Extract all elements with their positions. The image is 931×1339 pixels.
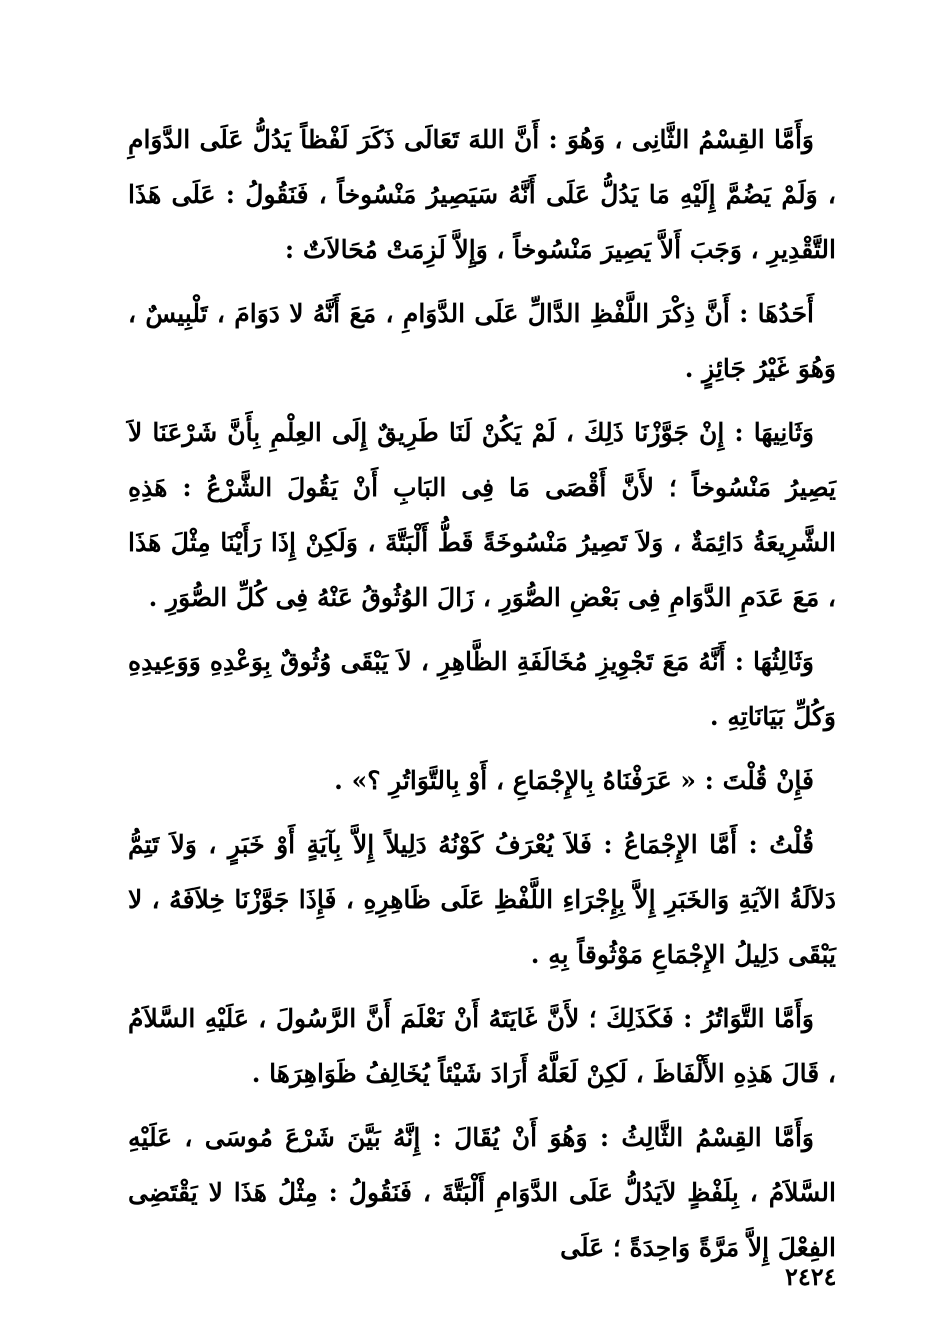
paragraph-text: وَثَالِثُهَا : أَنَّهُ مَعَ تَجْوِيزِ مُخَالَفَةِ الظَّاهِرِ ، لاَ يَبْقَى وُثُوقٌ بِوَعْدِهِ وَوَعِيدِهِ وَكُلِّ بَيَانَاتِهِ . <box>128 647 836 731</box>
paragraph-text: وَأَمَّا القِسْمُ الثَّالِثُ : وَهُوَ أَنْ يُقَالَ : إِنَّهُ بَيَّنَ شَرْعَ مُوسَى ، عَلَيْهِ السَّلاَمُ ، بِلَفْظٍ لاَيَدُلُّ عَلَى الدَّوَامِ أَلْبَتَّةَ ، فَنَقُولُ : مِثْلُ هَذَا لا يَقْتَضِى الفِعْلَ إِلاَّ مَرَّةً وَاحِدَةً ؛ عَلَى <box>128 1123 836 1262</box>
paragraph-1 <box>128 112 836 277</box>
paragraph-6 <box>128 817 836 982</box>
paragraph-5 <box>128 753 836 808</box>
paragraph-text: أَحَدُهَا : أَنَّ ذِكْرَ اللَّفْظِ الدَّالِّ عَلَى الدَّوَامِ ، مَعَ أَنَّهُ لا دَوَامَ ، تَلْبِيسٌ ، وَهُوَ غَيْرُ جَائِزٍ . <box>128 299 836 383</box>
paragraph-8 <box>128 1110 836 1275</box>
page-body <box>128 112 836 1284</box>
paragraph-text: فَإِنْ قُلْتَ : « عَرَفْنَاهُ بِالإِجْمَاعِ ، أَوْ بِالتَّوَاتُرِ ؟» . <box>334 766 814 795</box>
paragraph-2 <box>128 286 836 396</box>
paragraph-text: وَأَمَّا القِسْمُ الثَّانِى ، وَهُوَ : أَنَّ اللهَ تَعَالَى ذَكَرَ لَفْظاً يَدُلُّ عَلَى الدَّوَامِ ، وَلَمْ يَضُمَّ إِلَيْهِ مَا يَدُلُّ عَلَى أَنَّهُ سَيَصِيرُ مَنْسُوخاً ، فَنَقُولُ : عَلَى هَذَا التَّقْدِيرِ ، وَجَبَ أَلاَّ يَصِيرَ مَنْسُوخاً ، وَإِلاَّ لَزِمَتْ مُحَالاَتٌ : <box>128 125 836 264</box>
paragraph-3 <box>128 405 836 625</box>
paragraph-text: قُلْتُ : أَمَّا الإِجْمَاعُ : فَلاَ يُعْرَفُ كَوْنُهُ دَلِيلاً إِلاَّ بِآيَةٍ أَوْ خَبَرٍ ، وَلاَ تَتِمُّ دَلاَلَةُ الآيَةِ وَالخَبَرِ إِلاَّ بِإِجْرَاءِ اللَّفْظِ عَلَى ظَاهِرِهِ ، فَإِذَا جَوَّزْنَا خِلاَفَهُ ، لا يَبْقَى دَلِيلُ الإِجْمَاعِ مَوْثُوقاً بِهِ . <box>128 830 836 969</box>
paragraph-7 <box>128 991 836 1101</box>
paragraph-4 <box>128 634 836 744</box>
page-number: ٢٤٢٤ <box>785 1262 837 1291</box>
paragraph-text: وَأَمَّا التَّوَاتُرُ : فَكَذَلِكَ ؛ لأَنَّ غَايَتَهُ أَنْ نَعْلَمَ أَنَّ الرَّسُولَ ، عَلَيْهِ السَّلاَمُ ، قَالَ هَذِهِ الأَلْفَاظَ ، لَكِنْ لَعَلَّهُ أَرَادَ شَيْئاً يُخَالِفُ ظَوَاهِرَهَا . <box>128 1004 836 1088</box>
paragraph-text: وَثَانِيهَا : إِنْ جَوَّزْنَا ذَلِكَ ، لَمْ يَكُنْ لَنَا طَرِيقٌ إِلَى العِلْمِ بِأَنَّ شَرْعَنَا لاَ يَصِيرُ مَنْسُوخاً ؛ لأَنَّ أَقْصَى مَا فِى البَابِ أَنْ يَقُولَ الشَّرْعُ : هَذِهِ الشَّرِيعَةُ دَائِمَةٌ ، وَلاَ تَصِيرُ مَنْسُوخَةً قَطُّ أَلْبَتَّةَ ، وَلَكِنْ إِذَا رَأَيْنَا مِثْلَ هَذَا ، مَعَ عَدَمِ الدَّوَامِ فِى بَعْضِ الصُّوَرِ ، زَالَ الوُثُوقُ عَنْهُ فِى كُلِّ الصُّوَرِ . <box>128 418 836 612</box>
